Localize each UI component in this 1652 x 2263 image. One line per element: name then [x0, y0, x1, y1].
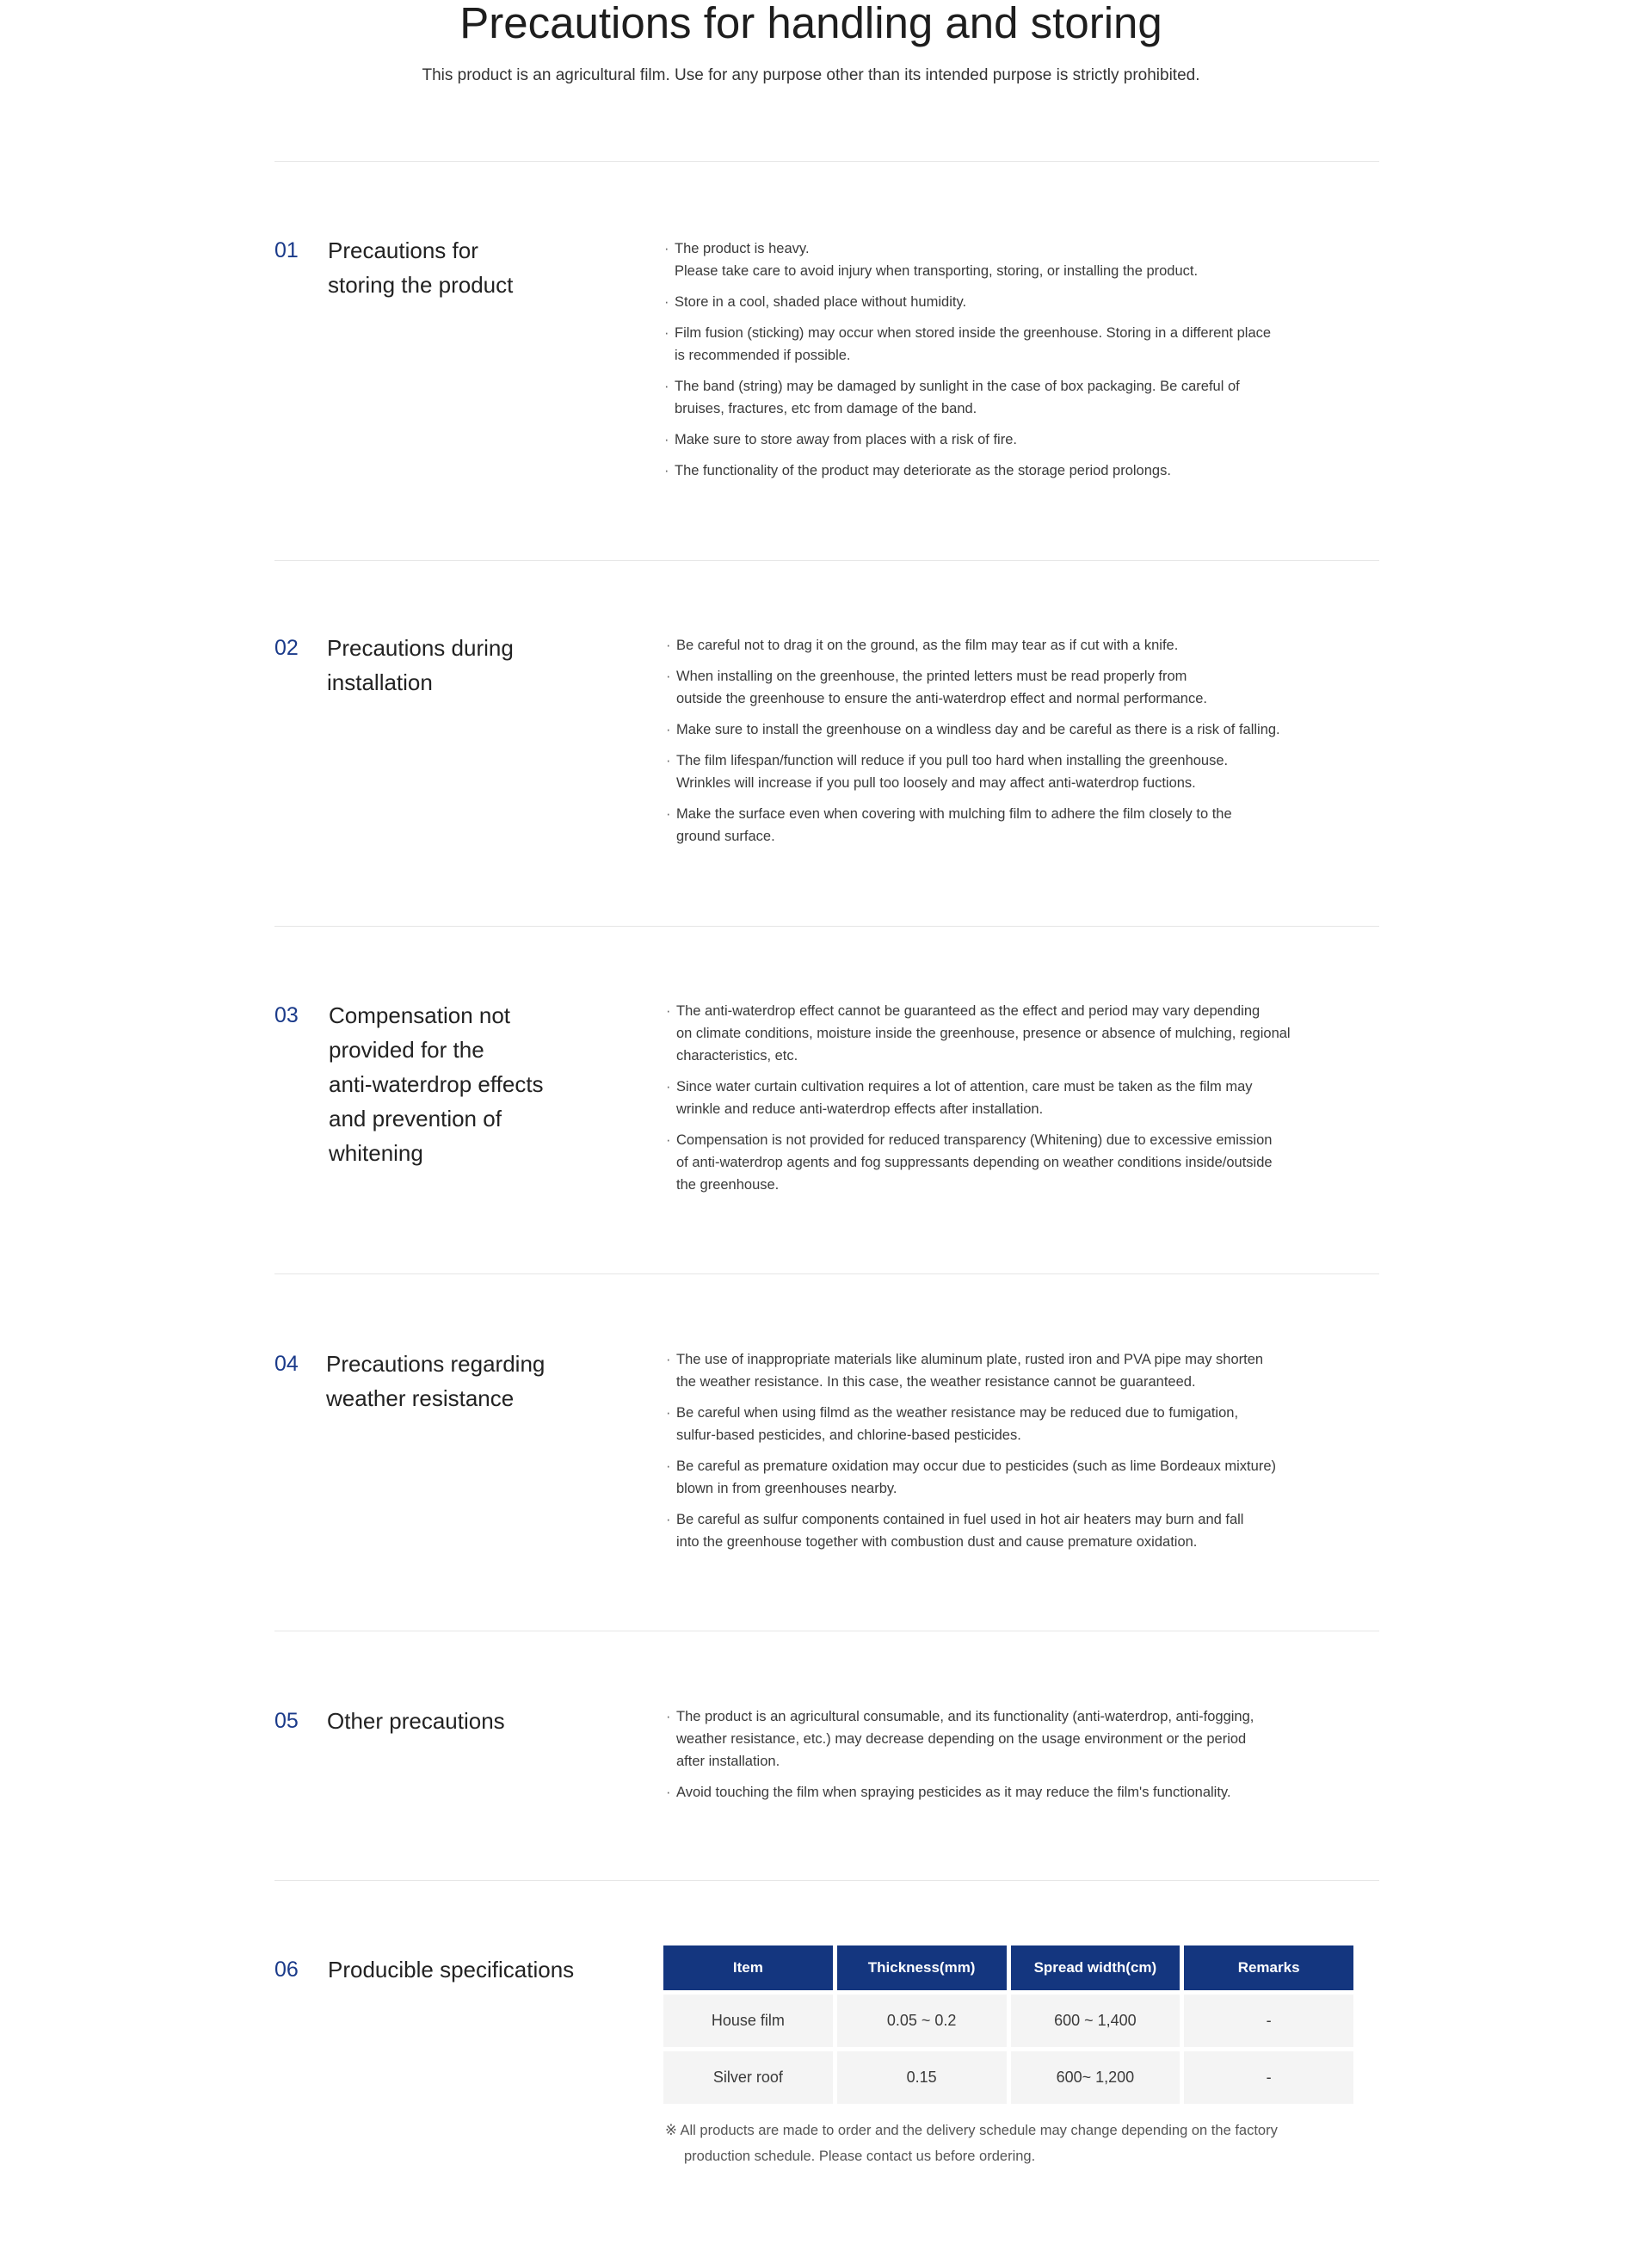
- list-item: [664, 291, 1353, 313]
- column-header: Remarks: [1184, 1945, 1353, 1990]
- section-title-line: installation: [327, 669, 433, 695]
- table-row: [663, 2051, 1353, 2104]
- list-item: [664, 322, 1353, 367]
- list-item: [666, 749, 1354, 794]
- list-item-line: · The use of inappropriate materials like aluminum plate, rusted iron and PVA pipe may shorten: [676, 1352, 1264, 1367]
- section-number: 01: [274, 238, 299, 262]
- section-divider: [274, 161, 1379, 162]
- section-divider: [274, 1273, 1379, 1274]
- list-item-line: blown in from greenhouses nearby.: [676, 1481, 897, 1496]
- list-item-line: the greenhouse.: [676, 1177, 780, 1193]
- list-item-line: · Make sure to store away from places with a risk of fire.: [675, 432, 1017, 447]
- section-divider: [274, 926, 1379, 927]
- note-line: ※ All products are made to order and the delivery schedule may change depending on the factory: [665, 2123, 1278, 2138]
- spec-table: [659, 1941, 1358, 2108]
- column-header: Thickness(mm): [837, 1945, 1007, 1990]
- list-item-line: into the greenhouse together with combustion dust and cause premature oxidation.: [676, 1534, 1198, 1550]
- list-item-line: · Since water curtain cultivation requires a lot of attention, care must be taken as the film may: [676, 1079, 1253, 1095]
- bullet-list: [666, 1348, 1354, 1562]
- list-item-line: is recommended if possible.: [675, 348, 851, 363]
- list-item: [666, 1455, 1354, 1500]
- table-cell: -: [1184, 1995, 1353, 2047]
- section-title-line: Other precautions: [327, 1708, 505, 1734]
- list-item-line: · Be careful as premature oxidation may occur due to pesticides (such as lime Bordeaux mixture): [676, 1458, 1276, 1474]
- section-title-line: Producible specifications: [328, 1957, 575, 1982]
- list-item-line: · Film fusion (sticking) may occur when stored inside the greenhouse. Storing in a different place: [675, 325, 1272, 341]
- section-title-line: Precautions for: [328, 237, 478, 263]
- list-item: [666, 1705, 1354, 1773]
- list-item: [666, 1000, 1354, 1067]
- list-item: [666, 1508, 1354, 1553]
- column-header: Item: [663, 1945, 833, 1990]
- bullet-list: [666, 634, 1354, 856]
- table-row: [663, 1995, 1353, 2047]
- list-item-line: sulfur-based pesticides, and chlorine-based pesticides.: [676, 1427, 1021, 1443]
- section-divider: [274, 560, 1379, 561]
- section-title-line: whitening: [329, 1140, 423, 1166]
- section-number: 05: [274, 1709, 299, 1733]
- list-item-line: · Be careful as sulfur components contained in fuel used in hot air heaters may burn and fall: [676, 1512, 1244, 1527]
- section-title-line: Precautions during: [327, 635, 514, 661]
- section-title-line: provided for the: [329, 1037, 484, 1063]
- list-item-line: · The film lifespan/function will reduce if you pull too hard when installing the greenhouse.: [676, 753, 1229, 768]
- list-item-line: · When installing on the greenhouse, the printed letters must be read properly from: [676, 669, 1187, 684]
- list-item-line: characteristics, etc.: [676, 1048, 798, 1064]
- list-item: [666, 803, 1354, 848]
- table-cell: 600~ 1,200: [1011, 2051, 1180, 2104]
- list-item-line: · The band (string) may be damaged by sunlight in the case of box packaging. Be careful of: [675, 379, 1240, 394]
- section-title-line: Compensation not: [329, 1002, 511, 1028]
- list-item: [666, 1781, 1354, 1804]
- table-cell: -: [1184, 2051, 1353, 2104]
- order-note: [665, 2118, 1371, 2169]
- list-item-line: · Be careful when using filmd as the weather resistance may be reduced due to fumigation,: [676, 1405, 1239, 1421]
- section-title: [329, 998, 544, 1170]
- section-number: 02: [274, 636, 299, 660]
- section-number: 04: [274, 1352, 299, 1376]
- list-item-line: the weather resistance. In this case, the weather resistance cannot be guaranteed.: [676, 1374, 1196, 1390]
- list-item: [664, 429, 1353, 451]
- list-item-line: · Be careful not to drag it on the ground, as the film may tear as if cut with a knife.: [676, 638, 1179, 653]
- list-item-line: · Make the surface even when covering with mulching film to adhere the film closely to the: [676, 806, 1232, 822]
- column-header: Spread width(cm): [1011, 1945, 1180, 1990]
- section-title-line: storing the product: [328, 272, 514, 298]
- list-item: [664, 459, 1353, 482]
- list-item-line: Please take care to avoid injury when transporting, storing, or installing the product.: [675, 263, 1199, 279]
- list-item-line: · The functionality of the product may deteriorate as the storage period prolongs.: [675, 463, 1171, 478]
- section-title: [326, 1347, 545, 1415]
- list-item-line: outside the greenhouse to ensure the anti-waterdrop effect and normal performance.: [676, 691, 1207, 706]
- bullet-list: [666, 1705, 1354, 1812]
- list-item-line: · Compensation is not provided for reduced transparency (Whitening) due to excessive emission: [676, 1132, 1273, 1148]
- section-title: [327, 631, 514, 700]
- table-cell: House film: [663, 1995, 833, 2047]
- list-item-line: wrinkle and reduce anti-waterdrop effects after installation.: [676, 1101, 1044, 1117]
- section-title: [328, 233, 513, 302]
- table-cell: Silver roof: [663, 2051, 833, 2104]
- list-item-line: weather resistance, etc.) may decrease depending on the usage environment or the period: [676, 1731, 1247, 1747]
- section-divider: [274, 1880, 1379, 1881]
- section-title: [328, 1952, 574, 1987]
- section-title-line: and prevention of: [329, 1106, 502, 1132]
- page-subtitle: This product is an agricultural film. Use for any purpose other than its intended purpose is strictly prohibited.: [422, 66, 1200, 84]
- section-title-line: weather resistance: [326, 1385, 515, 1411]
- table-cell: 0.15: [837, 2051, 1007, 2104]
- bullet-list: [666, 1000, 1354, 1205]
- table-cell: 600 ~ 1,400: [1011, 1995, 1180, 2047]
- list-item: [666, 1348, 1354, 1393]
- list-item: [666, 1129, 1354, 1196]
- page-title: Precautions for handling and storing: [459, 0, 1162, 47]
- list-item: [664, 237, 1353, 282]
- note-line: production schedule. Please contact us before ordering.: [684, 2149, 1036, 2164]
- list-item-line: · Store in a cool, shaded place without humidity.: [675, 294, 967, 310]
- list-item-line: after installation.: [676, 1754, 780, 1769]
- list-item: [666, 665, 1354, 710]
- list-item-line: · Make sure to install the greenhouse on a windless day and be careful as there is a risk of falling.: [676, 722, 1280, 737]
- list-item: [666, 718, 1354, 741]
- section-title-line: Precautions regarding: [326, 1351, 546, 1377]
- list-item: [664, 375, 1353, 420]
- section-number: 03: [274, 1003, 299, 1027]
- bullet-list: [664, 237, 1353, 490]
- list-item-line: · The anti-waterdrop effect cannot be guaranteed as the effect and period may vary depending: [676, 1003, 1261, 1019]
- section-title: [327, 1704, 505, 1738]
- section-number: 06: [274, 1958, 299, 1982]
- list-item-line: on climate conditions, moisture inside the greenhouse, presence or absence of mulching, regional: [676, 1026, 1291, 1041]
- list-item-line: of anti-waterdrop agents and fog suppressants depending on weather conditions inside/outside: [676, 1155, 1273, 1170]
- list-item: [666, 1076, 1354, 1120]
- table-header-row: [663, 1945, 1353, 1990]
- list-item-line: · The product is heavy.: [675, 241, 810, 256]
- table-cell: 0.05 ~ 0.2: [837, 1995, 1007, 2047]
- list-item-line: · Avoid touching the film when spraying pesticides as it may reduce the film's functionality.: [676, 1785, 1231, 1800]
- list-item-line: ground surface.: [676, 829, 775, 844]
- list-item: [666, 1402, 1354, 1446]
- section-title-line: anti-waterdrop effects: [329, 1071, 544, 1097]
- list-item-line: · The product is an agricultural consumable, and its functionality (anti-waterdrop, anti-fogging,: [676, 1709, 1254, 1724]
- list-item: [666, 634, 1354, 657]
- list-item-line: bruises, fractures, etc from damage of the band.: [675, 401, 977, 416]
- list-item-line: Wrinkles will increase if you pull too loosely and may affect anti-waterdrop fuctions.: [676, 775, 1196, 791]
